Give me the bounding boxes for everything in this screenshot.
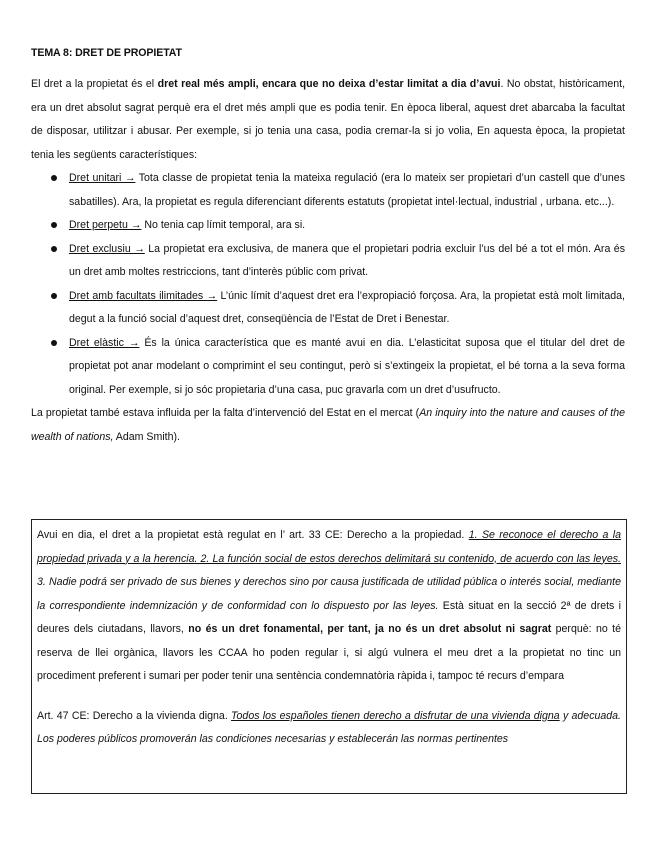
art33-text-1: Avui en dia, el dret a la propietat està regulat en l’ art. 33 CE: Derecho a la propiedad. (37, 529, 469, 541)
intro-text-1: El dret a la propietat és el (31, 78, 158, 90)
intro-paragraph (31, 73, 625, 167)
feature-text: No tenia cap límit temporal, ara si. (141, 219, 306, 231)
art33-quote: 3. Nadie podrá ser privado de sus bienes y derechos sino por causa justificada de utilidad pública o interés social, mediante la correspondiente indemnización y de conformidad con lo dispuesto por las leyes. (37, 576, 621, 612)
influence-paragraph (31, 402, 625, 449)
features-list (31, 167, 625, 402)
art33-text-3: perquè: no té reserva de llei orgànica, llavors les CCAA ho poden regular i, si algú vulnera el meu dret a la propietat no tinc un procediment preferent i sumari per poder tenir una sentència condemnatòria ràpida i, tampoc té recurs d’empara (37, 623, 621, 682)
document-page (31, 47, 625, 449)
feature-item-unitari (69, 167, 625, 214)
box-gap (37, 689, 621, 705)
feature-item-ilimitades (69, 285, 625, 332)
feature-term: Dret unitari → (69, 172, 136, 184)
box-paragraph-art33 (37, 524, 621, 689)
influence-text-2: Adam Smith). (113, 430, 180, 443)
influence-text-1: La propietat també estava influida per la falta d’intervenció del Estat en el mercat ( (31, 407, 420, 419)
intro-bold: dret real més ampli, encara que no deixa d’estar limitat a dia d’avui (157, 78, 501, 90)
feature-term: Dret elàstic → (69, 336, 140, 349)
feature-text: És la única característica que es manté avui en dia. L’elasticitat suposa que el titular del dret de propietat pot anar modelant o comprimint el seu contingut, però si s’extingeix la propietat, el bé torna a la seva forma original. Per exemple, si jo sóc propietaria d’una casa, puc gravarla com un dret d’usufructo. (69, 336, 625, 396)
feature-term: Dret exclusiu → (69, 242, 145, 255)
box-paragraph-art47 (37, 705, 621, 752)
art33-quote-underlined: 1. Se reconoce el derecho a la propiedad privada y a la herencia. 2. La función social de estos derechos delimitará su contenido, de acuerdo con las leyes. (37, 529, 622, 565)
feature-text: La propietat era exclusiva, de manera que el propietari podria excluir l’us del bé a tot el món. Ara és un dret amb moltes restriccions, tant d’interès públic com privat. (69, 242, 625, 278)
feature-text: Tota classe de propietat tenia la mateixa regulació (era lo mateix ser propietari d’un castell que d’unes sabatilles). Ara, la propietat es regula diferenciant diferents estatuts (propietat intel·lectual, industrial , urbana. etc...). (69, 172, 625, 208)
art47-text-1: Art. 47 CE: Derecho a la vivienda digna. (37, 709, 232, 722)
page-title: TEMA 8: DRET DE PROPIETAT (31, 47, 182, 59)
intro-text-2: . No obstat, històricament, era un dret absolut sagrat perquè era el dret més ampli que es podia tenir. En època liberal, aquest dret abarcaba la facultat de disposar, utilitzar i abusar. Per exemple, si jo tenia una casa, podia cremar-la si jo volia, En aquesta època, la propietat tenia les següents característiques: (31, 78, 626, 161)
art47-quote: y adecuada. Los poderes públicos promoverán las condiciones necesarias y establecerán las normas pertinentes (37, 709, 622, 745)
feature-term: Dret perpetu → (69, 219, 142, 231)
art33-text-2: Està situat en la secció 2ª de drets i deures dels ciutadans, llavors, (37, 599, 621, 635)
feature-text: L’únic límit d’aquest dret era l’expropiació forçosa. Ara, la propietat està molt limitada, degut a la funció social d’aquest dret, conseqüència de l’Estat de Dret i Benestar. (69, 289, 625, 325)
art33-bold: no és un dret fonamental, per tant, ja no és un dret absolut ni sagrat (188, 623, 552, 635)
feature-item-exclusiu (69, 238, 625, 285)
art47-quote-underlined: Todos los españoles tienen derecho a disfrutar de una vivienda digna (231, 709, 560, 722)
feature-item-perpetu (69, 214, 625, 238)
legal-box (31, 519, 627, 794)
feature-term: Dret amb facultats ilimitades → (69, 289, 218, 302)
feature-item-elastic (69, 332, 625, 403)
influence-book-title: An inquiry into the nature and causes of the wealth of nations, (31, 407, 626, 443)
